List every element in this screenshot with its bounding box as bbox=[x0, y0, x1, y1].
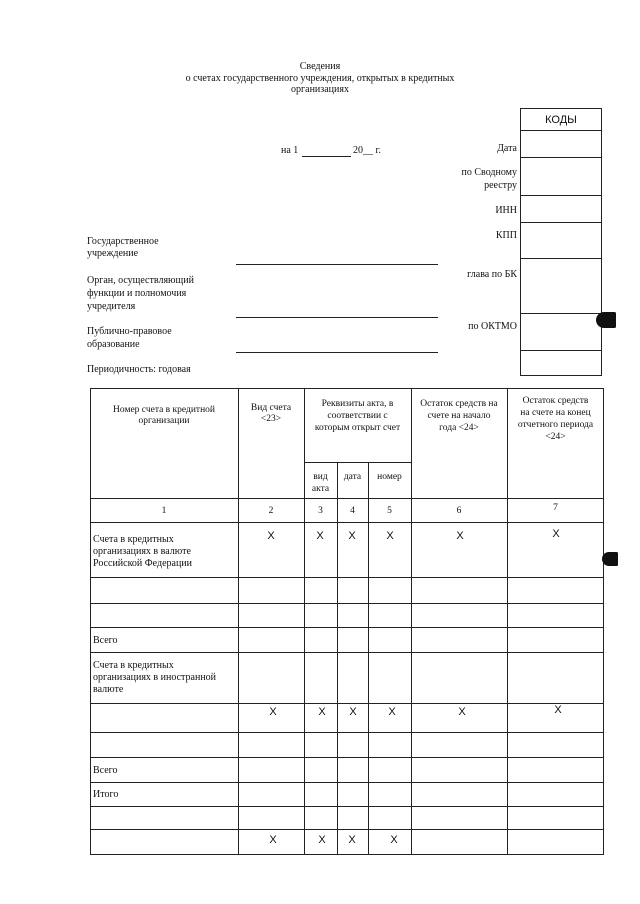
header-col3-1: Реквизиты акта, в bbox=[321, 399, 394, 409]
row-total-2: Всего bbox=[93, 765, 118, 776]
x-mark: X bbox=[348, 834, 356, 846]
header-col2-1: Вид счета bbox=[250, 403, 292, 413]
x-mark: X bbox=[386, 530, 394, 542]
header-col7-1: Остаток средств bbox=[522, 396, 589, 406]
organ-label-2: функции и полномочия bbox=[87, 288, 187, 299]
x-mark: X bbox=[348, 530, 356, 542]
codes-box bbox=[520, 108, 602, 376]
header-col7-4: <24> bbox=[545, 432, 566, 442]
institution-label-1: Государственное bbox=[87, 236, 159, 247]
header-col1-2: организации bbox=[138, 416, 190, 426]
row-grand-total: Итого bbox=[93, 789, 119, 800]
row-total-1: Всего bbox=[93, 635, 118, 646]
x-mark: X bbox=[269, 834, 277, 846]
x-mark: X bbox=[552, 528, 560, 540]
public-label-1: Публично-правовое bbox=[87, 326, 172, 337]
punch-hole-mark bbox=[596, 312, 616, 328]
header-col3-2: соответствии с bbox=[327, 411, 388, 421]
organ-field[interactable] bbox=[236, 317, 438, 318]
x-mark: X bbox=[458, 706, 466, 718]
row-foreign-label-3: валюте bbox=[93, 684, 124, 695]
subheader-vid-1: вид bbox=[313, 472, 328, 482]
x-mark: X bbox=[554, 704, 562, 716]
label-oktmo: по ОКТМО bbox=[468, 321, 517, 332]
header-col1-1: Номер счета в кредитной bbox=[113, 405, 215, 415]
col-number: 4 bbox=[350, 506, 355, 516]
date-blank[interactable] bbox=[302, 156, 351, 157]
header-col6-1: Остаток средств на bbox=[420, 399, 498, 409]
row-rub-label-3: Российской Федерации bbox=[93, 558, 193, 569]
institution-label-2: учреждение bbox=[87, 248, 139, 259]
col-number: 3 bbox=[318, 506, 323, 516]
row-foreign-label-1: Счета в кредитных bbox=[93, 660, 174, 671]
punch-hole-mark bbox=[602, 552, 618, 566]
label-registry-1: по Сводному bbox=[461, 167, 517, 178]
x-mark: X bbox=[318, 706, 326, 718]
col-number: 2 bbox=[268, 506, 274, 516]
accounts-table bbox=[90, 388, 604, 855]
label-kpp: КПП bbox=[495, 230, 517, 241]
subheader-number: номер bbox=[377, 472, 402, 482]
x-mark: X bbox=[390, 834, 398, 846]
x-mark: X bbox=[318, 834, 326, 846]
header-col7-3: отчетного периода bbox=[517, 420, 594, 430]
codes-header: КОДЫ bbox=[545, 114, 577, 126]
col-number: 5 bbox=[387, 506, 392, 516]
public-label-2: образование bbox=[87, 339, 140, 350]
label-inn: ИНН bbox=[495, 205, 517, 216]
x-mark: X bbox=[388, 706, 396, 718]
x-mark: X bbox=[269, 706, 277, 718]
header-col3-3: которым открыт счет bbox=[314, 423, 401, 433]
x-mark: X bbox=[267, 530, 275, 542]
header-col6-3: года <24> bbox=[439, 423, 479, 433]
header-col6-2: счете на начало bbox=[427, 411, 491, 421]
subheader-vid-2: акта bbox=[311, 484, 330, 494]
header-col7-2: на счете на конец bbox=[520, 408, 591, 418]
label-bk: глава по БК bbox=[467, 269, 517, 280]
title-line-1: Сведения bbox=[299, 61, 341, 72]
title-line-2: о счетах государственного учреждения, открытых в кредитных bbox=[185, 73, 455, 84]
x-mark: X bbox=[349, 706, 357, 718]
row-rub-label-2: организациях в валюте bbox=[93, 546, 191, 557]
date-prefix: на 1 bbox=[281, 145, 299, 156]
public-field[interactable] bbox=[236, 352, 438, 353]
title-line-3: организациях bbox=[291, 84, 349, 95]
col-number: 7 bbox=[553, 503, 558, 513]
row-foreign-label-2: организациях в иностранной bbox=[93, 672, 217, 683]
organ-label-3: учредителя bbox=[87, 301, 136, 312]
institution-field[interactable] bbox=[236, 264, 438, 265]
header-col2-2: <23> bbox=[260, 414, 282, 424]
subheader-date: дата bbox=[343, 472, 362, 482]
date-year: 20__ г. bbox=[353, 145, 381, 156]
row-rub-label-1: Счета в кредитных bbox=[93, 534, 174, 545]
periodicity: Периодичность: годовая bbox=[87, 364, 191, 375]
label-date: Дата bbox=[497, 143, 517, 154]
organ-label-1: Орган, осуществляющий bbox=[87, 275, 194, 286]
label-registry-2: реестру bbox=[484, 180, 517, 191]
col-number: 6 bbox=[456, 506, 462, 516]
col-number: 1 bbox=[161, 506, 167, 516]
x-mark: X bbox=[456, 530, 464, 542]
x-mark: X bbox=[316, 530, 324, 542]
